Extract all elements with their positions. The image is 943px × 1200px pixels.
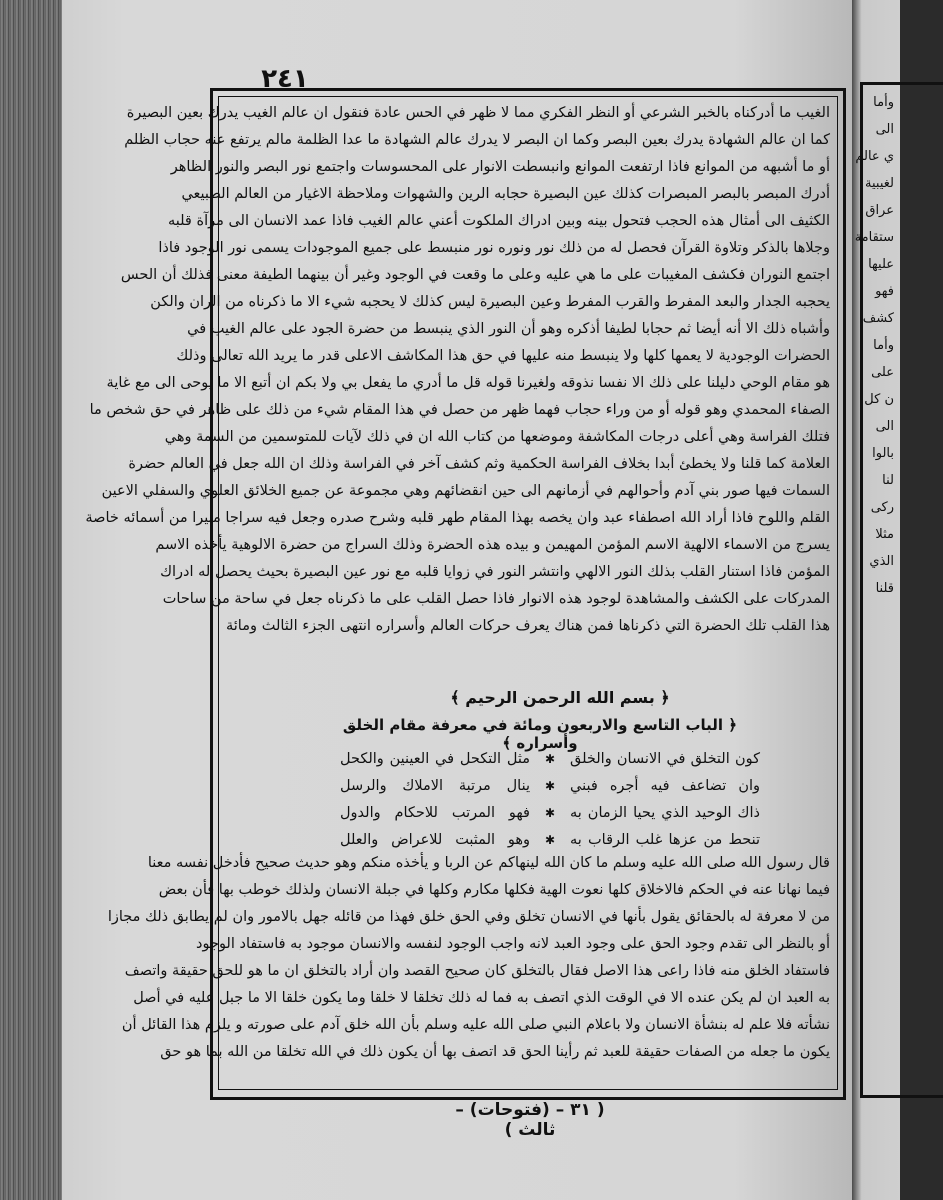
verse-separator-icon: ✱ (544, 779, 556, 793)
text-line: الصفاء المحمدي وهو قوله أو من وراء حجاب فهما ظهر من حصل في هذا المقام شيء من ذلك على ظاهر في حق شخص ما (89, 402, 830, 418)
page-footer-signature: ( ٣١ – (فتوحات) – ثالث ) (455, 1100, 605, 1140)
text-line: الغيب ما أدركناه بالخبر الشرعي أو النظر الفكري مما لا ظهر في الحس عادة فنقول ان عالم الغيب يدرك بعين البصيرة (126, 105, 830, 121)
next-page-fragment: الى (875, 419, 894, 434)
next-page-fragment: ركى (870, 500, 894, 515)
next-page-fragment: الذي (869, 554, 894, 569)
next-page-fragment: ن كل (864, 392, 894, 407)
text-line: يحجبه الجدار والبعد المفرط والقرب المفرط وعين البصيرة ليس كذلك لا يحجبه شيء الا ما ذكرناه من الران والكن (150, 294, 830, 310)
text-line: يسرج من الاسماء الالهية الاسم المؤمن المهيمن و بيده هذه الحضرة وذلك السراج من حضرة الالوهية يأخذه الاسم (155, 537, 830, 553)
text-line: فيما نهانا عنه في الحكم فالاخلاق كلها نعوت الهية فكلها مكارم وكلها في جبلة الانسان ولذلك خوطب بها فأن بعض (158, 882, 830, 898)
text-line: يكون ما جعله من الصفات حقيقة للعبد ثم رأينا الحق قد اتصف بها أن يكون ذلك في الله تخلقا من الله بما هو حق (160, 1044, 830, 1060)
text-line: قال رسول الله صلى الله عليه وسلم ما كان الله لينهاكم عن الربا و يأخذه منكم وهو حديث صحيح فأدخل نفسه معنا (147, 855, 830, 871)
text-line: السمات فيها صور بني آدم وأحوالهم في أزمانهم الى حين انقضائهم وهي مجموعة عن جميع الخلائق العلوي والسفلي الاعين (101, 483, 830, 499)
next-page-fragment: لغيبية (865, 176, 894, 191)
verse-second-hemistich: مثل التكحل في العينين والكحل (340, 751, 530, 767)
next-page-fragment: بالوا (872, 446, 894, 461)
text-line: هذا القلب تلك الحضرة التي ذكرناها فمن هناك يعرف حركات العالم وأسراره انتهى الجزء الثالث ومائة (226, 618, 830, 634)
text-line: أدرك المبصر بالبصر المبصرات كذلك عين البصيرة حجابه الرين والشهوات وملاحظة الاغيار من العالم الطبيعي (181, 186, 830, 202)
verse-line (340, 746, 760, 773)
next-page-fragment: وأما (873, 95, 894, 110)
text-line: كما ان عالم الشهادة يدرك بعين البصر وكما ان البصر لا يدرك عالم الشهادة ما عدا الظلمة مالم يرتفع عنه حجاب الظلم (124, 132, 830, 148)
text-line: من لا معرفة له بالحقائق يقول بأنها في الانسان تخلق وفي الحق خلق فهذا من قائله جهل بالامور وان لم يطابق ذلك مجازا (107, 909, 830, 925)
text-line: المؤمن فاذا استنار القلب بذلك النور الالهي وانتشر النور في زوايا قلبه مع نور عين البصيرة بحيث يحصل له ادراك (160, 564, 830, 580)
text-line: فتلك الفراسة وهي أعلى درجات المكاشفة وموضعها من كتاب الله ان في ذلك لآيات للمتوسمين من السمة وهي (164, 429, 830, 445)
next-page-edge (852, 0, 900, 1200)
next-page-fragment: ستقامة (854, 230, 894, 245)
next-page-fragment: ي عالم (855, 149, 894, 164)
next-page-fragment: فهو (875, 284, 894, 299)
book-page-edges (0, 0, 70, 1200)
poem-verses (340, 746, 760, 854)
verse-second-hemistich: فهو المرتب للاحكام والدول (340, 805, 530, 821)
next-page-fragment: قلنا (875, 581, 894, 596)
next-page-fragment: على (871, 365, 894, 380)
verse-line (340, 800, 760, 827)
text-line: به العبد ان لم يكن عنده الا في الوقت الذي اتصف به فما له ذلك تخلقا لا خلقا وما يكون خلقا الا ما جبل عليه في أصل (133, 990, 830, 1006)
text-line: وأشباه ذلك الا أنه أيضا ثم حجابا لطيفا أذكره وهو أن النور الذي ينبسط من حضرة الجود على عالم الغيب في (187, 321, 830, 337)
text-line: أو بالنظر الى تقدم وجود الحق على وجود العبد لانه واجب الوجود لنفسه والانسان موجود به فاستفاد الوجود (196, 936, 830, 952)
chapter-title: ﴿ الباب التاسع والاربعون ومائة في معرفة مقام الخلق وأسراره ﴾ (342, 716, 738, 752)
text-line: الكثيف الى أمثال هذه الحجب فتحول بينه وبين ادراك الملكوت أعني عالم الغيب فاذا عمد الانسان الى مرآة قلبه (167, 213, 830, 229)
verse-first-hemistich: تنحط من عزها غلب الرقاب به (570, 832, 760, 848)
verse-first-hemistich: ذاك الوحيد الذي يحيا الزمان به (570, 805, 760, 821)
basmala: ﴿ بسم الله الرحمن الرحيم ﴾ (450, 688, 670, 707)
next-page-fragment: لنا (882, 473, 894, 488)
text-line: وجلاها بالذكر وتلاوة القرآن فحصل له من ذلك نور ونوره نور منبسط على جميع الموجودات يسمى نور الوجود فاذا (158, 240, 830, 256)
next-page-fragment: عراق (865, 203, 894, 218)
next-page-fragment: الى (875, 122, 894, 137)
text-line: هو مقام الوحي دليلنا على ذلك الا نفسا نذوقه ولغيرنا قوله قل ما أدري ما يفعل بي ولا بكم ان أتبع الا ما يوحى الى مع غاية (106, 375, 830, 391)
text-line: نشأته فلا علم له بنشأة الانسان ولا باعلام النبي صلى الله عليه وسلم بأن الله خلق آدم على صورته و يلزم هذا القائل أن (121, 1017, 830, 1033)
text-line: المدركات على الكشف والمشاهدة لوجود هذه الانوار فاذا حصل القلب على ما ذكرناه جعل في ساحة من ساحات (162, 591, 830, 607)
chapter-text-block (107, 850, 830, 1066)
next-page-fragment: وأما (873, 338, 894, 353)
verse-separator-icon: ✱ (544, 806, 556, 820)
verse-second-hemistich: وهو المثبت للاعراض والعلل (340, 832, 530, 848)
verse-second-hemistich: ينال مرتبة الاملاك والرسل (340, 778, 530, 794)
next-page-fragment: كشف (862, 311, 894, 326)
next-page-fragment: عليها (868, 257, 894, 272)
verse-first-hemistich: كون التخلق في الانسان والخلق (570, 751, 760, 767)
text-line: أو ما أشبهه من الموانع فاذا ارتفعت الموانع وانبسطت الانوار على المحسوسات واجتمع نور البصر والنور الظاهر (170, 159, 830, 175)
text-line: الحضرات الوجودية لا يعمها كلها ولا ينبسط منه عليها في حق هذا المكاشف الاعلى قدر ما يريد الله تعالى وذلك (176, 348, 830, 364)
page-number: ٢٤١ (261, 64, 309, 94)
text-line: اجتمع النوران فكشف المغيبات على ما هي عليه وعلى ما وقعت في الوجود وغير أن بينهما الطيفة معنى فذلك أن الحس (120, 267, 830, 283)
verse-first-hemistich: وان تضاعف فيه أجره فبني (570, 778, 760, 794)
text-line: فاستفاد الخلق منه فاذا راعى هذا الاصل فقال بالتخلق كان صحيح القصد وان أراد بالتخلق ان ما هو للحق حقيقة واتصف (124, 963, 830, 979)
text-line: القلم واللوح فاذا أراد الله اصطفاء عبد وان يخصه بهذا المقام طهر قلبه وشرح صدره وجعل فيه سراجا منيرا من أسمائه خاصة (85, 510, 830, 526)
main-text-block (85, 100, 830, 640)
verse-separator-icon: ✱ (544, 833, 556, 847)
text-line: العلامة كما قلنا ولا يخطئ أبدا بخلاف الفراسة الحكمية وثم كشف آخر في الفراسة وذلك ان الله جعل في العالم حضرة (128, 456, 830, 472)
verse-separator-icon: ✱ (544, 752, 556, 766)
next-page-fragment: مثلا (875, 527, 894, 542)
verse-line (340, 773, 760, 800)
